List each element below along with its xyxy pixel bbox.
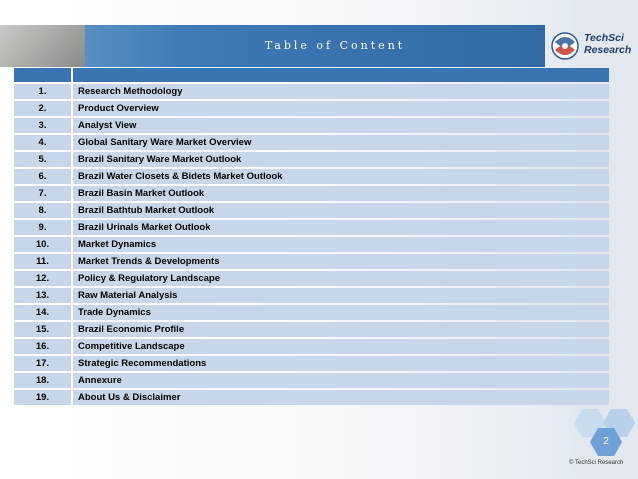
logo-mark-icon (552, 33, 578, 59)
toc-row-number: 16. (14, 339, 73, 354)
logo-text (584, 32, 631, 56)
toc-row (14, 169, 609, 184)
toc-row (14, 220, 609, 235)
toc-header-title (73, 68, 609, 82)
toc-row-number: 5. (14, 152, 73, 167)
toc-row-number: 3. (14, 118, 73, 133)
toc-header-num (14, 68, 73, 82)
toc-row (14, 152, 609, 167)
toc-header-row (14, 68, 609, 82)
toc-row (14, 101, 609, 116)
toc-row-title: About Us & Disclaimer (73, 390, 609, 405)
toc-row-number: 15. (14, 322, 73, 337)
toc-row (14, 373, 609, 388)
toc-table (14, 66, 609, 407)
copyright: © TechSci Research (569, 460, 624, 466)
toc-row-title: Raw Material Analysis (73, 288, 609, 303)
toc-row (14, 237, 609, 252)
toc-row (14, 254, 609, 269)
toc-row (14, 271, 609, 286)
toc-row-title: Brazil Water Closets & Bidets Market Outlook (73, 169, 609, 184)
toc-row-number: 17. (14, 356, 73, 371)
toc-row-number: 14. (14, 305, 73, 320)
banner-photo (0, 25, 85, 67)
toc-row-title: Strategic Recommendations (73, 356, 609, 371)
toc-row (14, 118, 609, 133)
toc-row-number: 10. (14, 237, 73, 252)
toc-row-title: Product Overview (73, 101, 609, 116)
toc-body (14, 84, 609, 405)
toc-row (14, 135, 609, 150)
toc-row-title: Brazil Basin Market Outlook (73, 186, 609, 201)
toc-row (14, 390, 609, 405)
toc-row-number: 8. (14, 203, 73, 218)
toc-row (14, 356, 609, 371)
toc-row-title: Competitive Landscape (73, 339, 609, 354)
toc-row-title: Market Dynamics (73, 237, 609, 252)
toc-row (14, 322, 609, 337)
toc-row-number: 9. (14, 220, 73, 235)
page-title: Table of Content (264, 39, 406, 52)
toc-row-title: Research Methodology (73, 84, 609, 99)
toc-row-number: 13. (14, 288, 73, 303)
toc-row (14, 288, 609, 303)
toc-row-title: Brazil Bathtub Market Outlook (73, 203, 609, 218)
toc-row-title: Trade Dynamics (73, 305, 609, 320)
page-number: 2 (603, 436, 609, 447)
toc-row-number: 19. (14, 390, 73, 405)
logo-line-2: Research (584, 44, 632, 56)
toc-row-title: Brazil Sanitary Ware Market Outlook (73, 152, 609, 167)
toc-row-title: Analyst View (73, 118, 609, 133)
toc-row-title: Market Trends & Developments (73, 254, 609, 269)
toc-row (14, 203, 609, 218)
toc-row-title: Policy & Regulatory Landscape (73, 271, 609, 286)
toc-row-title: Brazil Urinals Market Outlook (73, 220, 609, 235)
toc-row-title: Annexure (73, 373, 609, 388)
toc-row-number: 7. (14, 186, 73, 201)
toc-row-number: 1. (14, 84, 73, 99)
toc-row-title: Brazil Economic Profile (73, 322, 609, 337)
toc-row-number: 18. (14, 373, 73, 388)
toc-row-title: Global Sanitary Ware Market Overview (73, 135, 609, 150)
logo-line-1: TechSci (584, 32, 624, 44)
toc-row-number: 12. (14, 271, 73, 286)
toc-row-number: 6. (14, 169, 73, 184)
toc-row-number: 4. (14, 135, 73, 150)
toc-row (14, 84, 609, 99)
toc-row (14, 339, 609, 354)
toc-row (14, 186, 609, 201)
toc-row (14, 305, 609, 320)
toc-row-number: 11. (14, 254, 73, 269)
toc-row-number: 2. (14, 101, 73, 116)
